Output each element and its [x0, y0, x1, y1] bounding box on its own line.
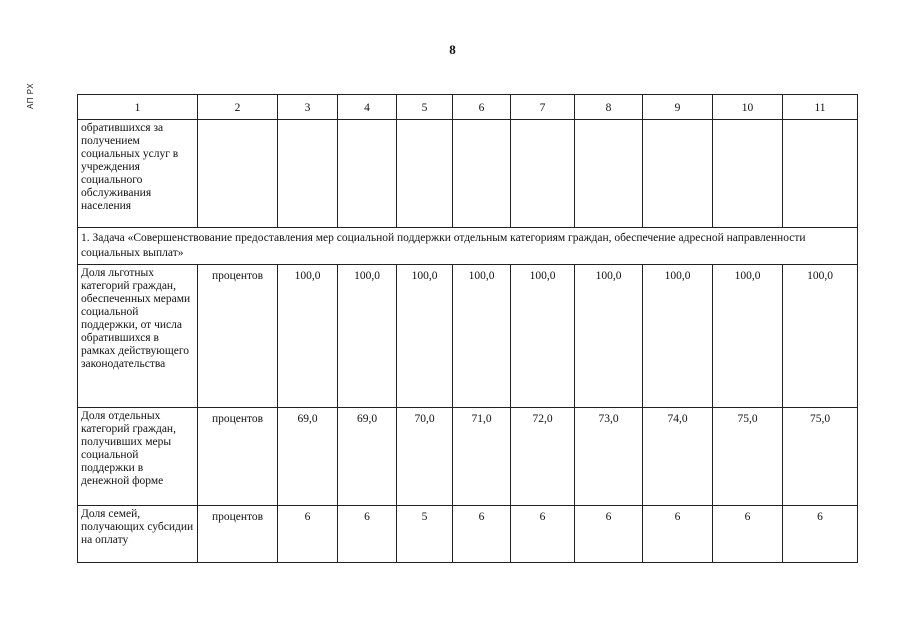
empty-cell — [643, 120, 713, 228]
empty-cell — [713, 120, 783, 228]
column-number-header: 1 — [78, 95, 198, 120]
table-row — [78, 265, 858, 408]
value-cell: 69,0 — [278, 408, 338, 506]
task-heading-row — [78, 228, 858, 265]
empty-cell — [198, 120, 278, 228]
indicator-name: Доля семей, получающих субсидии на оплату — [78, 506, 198, 563]
column-number-header: 9 — [643, 95, 713, 120]
value-cell: 6 — [713, 506, 783, 563]
value-cell: 73,0 — [575, 408, 643, 506]
value-cell: 72,0 — [511, 408, 575, 506]
page-number: 8 — [449, 42, 456, 57]
value-cell: 75,0 — [713, 408, 783, 506]
value-cell: 6 — [783, 506, 858, 563]
value-cell: 6 — [338, 506, 397, 563]
column-number-header: 3 — [278, 95, 338, 120]
value-cell: 71,0 — [453, 408, 511, 506]
table-row-continuation — [78, 120, 858, 228]
value-cell: 6 — [643, 506, 713, 563]
column-number-header: 4 — [338, 95, 397, 120]
empty-cell — [453, 120, 511, 228]
indicators-table — [77, 94, 858, 563]
value-cell: 100,0 — [397, 265, 453, 408]
unit-cell: процентов — [198, 265, 278, 408]
value-cell: 6 — [453, 506, 511, 563]
task-title: 1. Задача «Совершенствование предоставления мер социальной поддержки отдельным категориям граждан, обеспечение адресной направленности социальных выплат» — [78, 228, 858, 265]
value-cell: 100,0 — [575, 265, 643, 408]
indicator-name: обратившихся за получением социальных услуг в учреждения социального обслуживания населения — [78, 120, 198, 228]
unit-cell: процентов — [198, 408, 278, 506]
side-stamp: АП РХ — [26, 82, 35, 110]
empty-cell — [338, 120, 397, 228]
empty-cell — [783, 120, 858, 228]
value-cell: 100,0 — [783, 265, 858, 408]
value-cell: 74,0 — [643, 408, 713, 506]
value-cell: 69,0 — [338, 408, 397, 506]
table-row — [78, 408, 858, 506]
value-cell: 5 — [397, 506, 453, 563]
column-number-header: 8 — [575, 95, 643, 120]
empty-cell — [278, 120, 338, 228]
value-cell: 100,0 — [511, 265, 575, 408]
indicator-name: Доля отдельных категорий граждан, получивших меры социальной поддержки в денежной форме — [78, 408, 198, 506]
value-cell: 6 — [575, 506, 643, 563]
table-row — [78, 506, 858, 563]
value-cell: 6 — [278, 506, 338, 563]
empty-cell — [397, 120, 453, 228]
indicator-name: Доля льготных категорий граждан, обеспеченных мерами социальной поддержки, от числа обратившихся в рамках действующего законодательства — [78, 265, 198, 408]
column-number-header: 6 — [453, 95, 511, 120]
column-number-header: 2 — [198, 95, 278, 120]
empty-cell — [511, 120, 575, 228]
value-cell: 70,0 — [397, 408, 453, 506]
value-cell: 6 — [511, 506, 575, 563]
table-header-row — [78, 95, 858, 120]
column-number-header: 7 — [511, 95, 575, 120]
value-cell: 75,0 — [783, 408, 858, 506]
value-cell: 100,0 — [643, 265, 713, 408]
column-number-header: 10 — [713, 95, 783, 120]
column-number-header: 11 — [783, 95, 858, 120]
unit-cell: процентов — [198, 506, 278, 563]
value-cell: 100,0 — [713, 265, 783, 408]
value-cell: 100,0 — [278, 265, 338, 408]
empty-cell — [575, 120, 643, 228]
column-number-header: 5 — [397, 95, 453, 120]
value-cell: 100,0 — [338, 265, 397, 408]
value-cell: 100,0 — [453, 265, 511, 408]
